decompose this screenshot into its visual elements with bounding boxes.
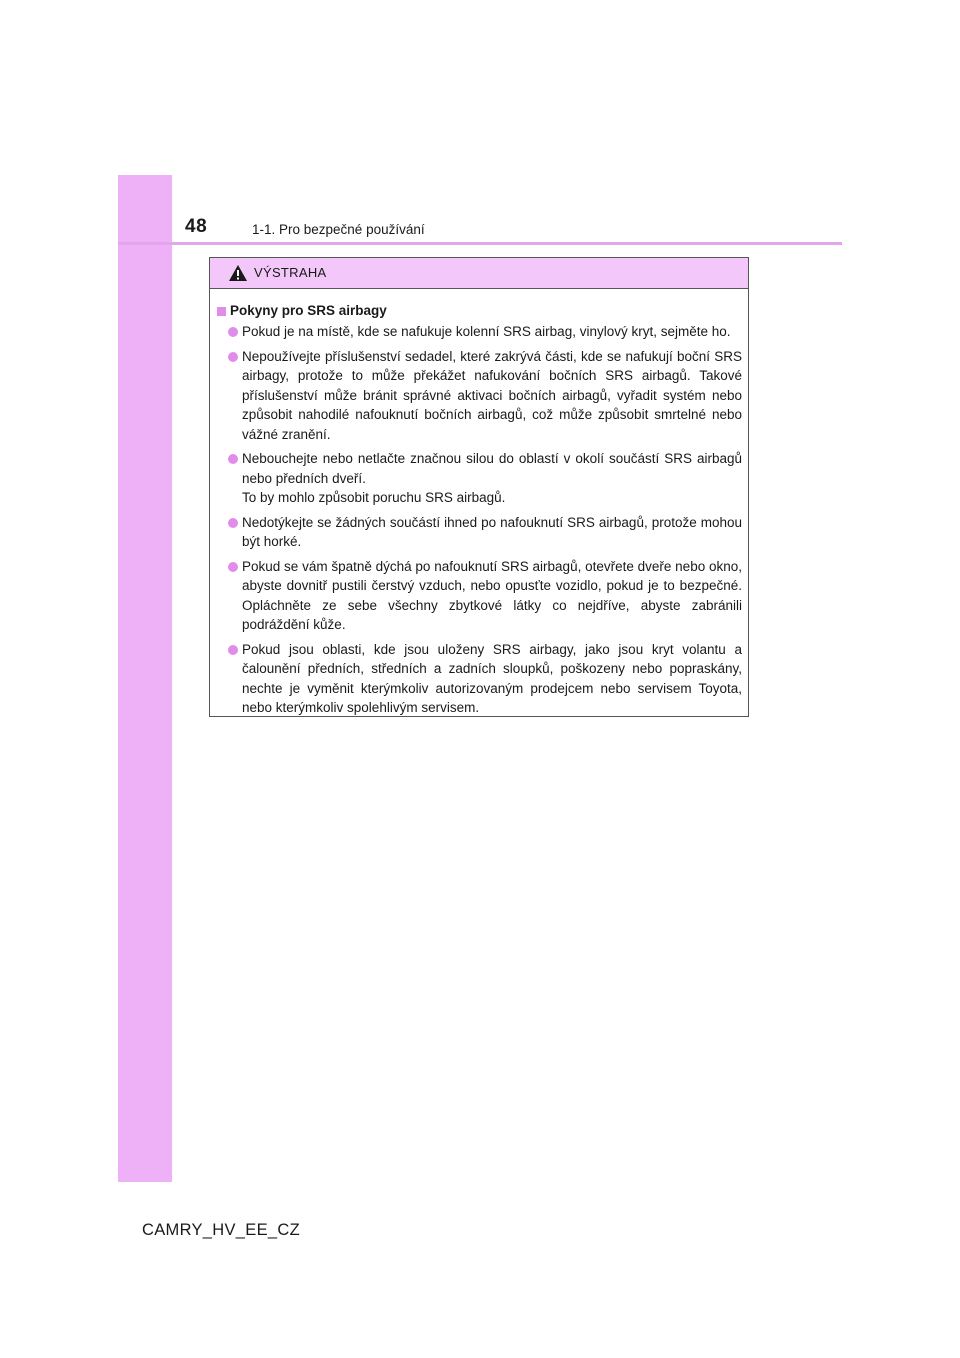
list-item-text: Nepoužívejte příslušenství sedadel, které zakrývá části, kde se nafukují boční SRS airbagy, protože to může překážet nafukování bočních SRS airbagů. Takové příslušenství může bránit správné aktivaci bočních airbagů, vyřadit systém nebo způsobit nahodilé nafouknutí bočních airbagů, což může způsobit smrtelné nebo vážné zranění.: [242, 348, 742, 442]
list-item-text: Pokud jsou oblasti, kde jsou uloženy SRS airbagy, jako jsou kryt volantu a čalounění předních, středních a zadních sloupků, poškozeny nebo popraskány, nechte je vyměnit kterýmkoliv autorizovaným prodejcem nebo servisem Toyota, nebo kterýmkoliv spolehlivým servisem.: [242, 641, 742, 715]
list-item-text: Pokud se vám špatně dýchá po nafouknutí SRS airbagů, otevřete dveře nebo okno, abyste dovnitř pustili čerstvý vzduch, nebo opusťte vozidlo, pokud je to bezpečné. Opláchněte ze sebe všechny zbytkové látky co nejdříve, abyste zabránili podráždění kůže.: [242, 558, 742, 632]
bullet-dot-icon: [228, 454, 238, 464]
side-color-band: [118, 175, 172, 1182]
bullet-dot-icon: [228, 645, 238, 655]
warning-triangle-icon: [228, 264, 248, 282]
list-item-text: Nebouchejte nebo netlačte značnou silou do oblastí v okolí součástí SRS airbagů nebo předních dveří.: [242, 451, 742, 486]
footer-code: CAMRY_HV_EE_CZ: [142, 1221, 300, 1239]
warning-body: [210, 289, 748, 718]
warning-header: [210, 258, 748, 289]
list-item: [216, 557, 742, 635]
header-rule: [118, 242, 842, 245]
warning-box: [209, 257, 749, 717]
warning-label: VÝSTRAHA: [254, 265, 327, 280]
list-item-text: Nedotýkejte se žádných součástí ihned po nafouknutí SRS airbagů, protože mohou být horké.: [242, 514, 742, 549]
list-item: [216, 513, 742, 552]
list-item-text: Pokud je na místě, kde se nafukuje kolenní SRS airbag, vinylový kryt, sejměte ho.: [242, 324, 731, 339]
bullet-dot-icon: [228, 518, 238, 528]
page-number: 48: [185, 216, 208, 237]
section-heading-text: Pokyny pro SRS airbagy: [230, 303, 387, 318]
section-title: 1-1. Pro bezpečné používání: [252, 222, 425, 237]
list-item: [216, 449, 742, 508]
section-heading: [216, 301, 742, 321]
list-item: [216, 322, 742, 342]
list-item-text: To by mohlo způsobit poruchu SRS airbagů.: [242, 490, 506, 505]
bullet-dot-icon: [228, 352, 238, 362]
bullet-dot-icon: [228, 562, 238, 572]
list-item: [216, 347, 742, 445]
square-bullet-icon: [217, 307, 226, 316]
list-item: [216, 640, 742, 718]
bullet-dot-icon: [228, 327, 238, 337]
